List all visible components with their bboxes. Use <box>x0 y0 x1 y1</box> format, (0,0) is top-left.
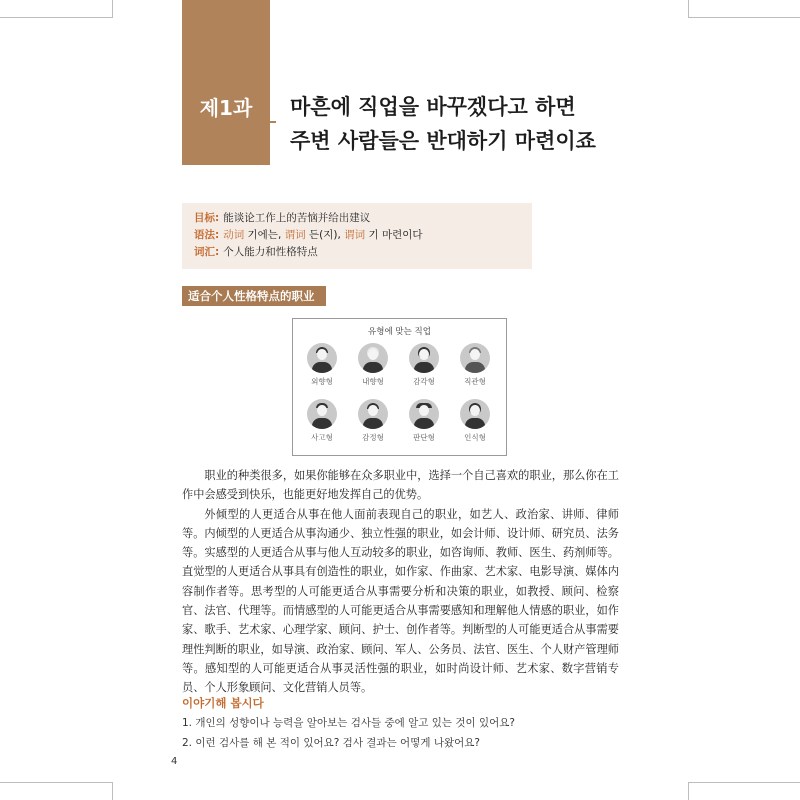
figure-title: 유형에 맞는 직업 <box>368 327 431 337</box>
grammar-tag-predicate: 谓词 <box>284 229 306 241</box>
person-icon <box>460 399 490 429</box>
lesson-label: 제1과 <box>199 96 253 120</box>
vocab-key: 词汇: <box>194 246 220 258</box>
grammar-tag-predicate: 谓词 <box>344 229 366 241</box>
body-paragraph: 外倾型的人更适合从事在他人面前表现自己的职业，如艺人、政治家、讲师、律师等。内倾型的人更适合从事沟通少、独立性强的职业，如会计师、设计师、研究员、法务等。实感型的人更适合从事与他人互动较多的职业，如咨询师、教师、医生、药剂师等。直觉型的人更适合从事具有创造性的职业，如作家、作曲家、艺术家、电影导演、媒体内容制作者等。思考型的人可能更适合从事需要分析和决策的职业，如教授、顾问、检察官、法官、代理等。而情感型的人可能更适合从事需要感知和理解他人情感的职业，如作家、歌手、艺术家、心理学家、顾问、护士、创作者等。判断型的人可能更适合从事需要理性判断的职业，如导演、政治家、顾问、军人、公务员、法官、医生、个人财产管理师等。感知型的人可能更适合从事灵活性强的职业，如时尚设计师、艺术家、数字营销专员、个人形象顾问、文化营销人员等。 <box>182 507 619 695</box>
person-icon <box>307 343 337 373</box>
grammar-pattern: 든(지), <box>305 229 345 241</box>
grammar-pattern: 기에는, <box>244 229 285 241</box>
type-label: 내향형 <box>362 377 384 386</box>
discussion-heading: 이야기해 봅시다 <box>182 696 264 710</box>
personality-figure <box>292 318 507 456</box>
type-extrovert <box>301 343 343 387</box>
type-label: 사고형 <box>311 433 333 442</box>
grammar-key: 语法: <box>194 229 220 241</box>
type-introvert <box>352 343 394 387</box>
type-label: 감각형 <box>413 377 435 386</box>
person-icon <box>409 343 439 373</box>
grammar-tag-verb: 动词 <box>223 229 245 241</box>
type-sensing <box>403 343 445 387</box>
lesson-badge <box>182 0 270 165</box>
type-label: 인식형 <box>464 433 486 442</box>
discussion-question-1: 1. 개인의 성향이나 능력을 알아보는 검사들 중에 알고 있는 것이 있어요? <box>182 717 515 729</box>
lesson-rule <box>270 121 276 123</box>
person-icon <box>358 399 388 429</box>
type-intuition <box>454 343 496 387</box>
type-label: 직관형 <box>464 377 486 386</box>
goal-text: 能谈论工作上的苦恼并给出建议 <box>223 212 371 224</box>
crop-mark <box>112 782 113 800</box>
type-perceiving <box>454 399 496 443</box>
page-number: 4 <box>171 756 178 767</box>
objective-grammar <box>194 227 520 244</box>
objectives-box <box>182 203 532 269</box>
grammar-pattern: 기 마련이다 <box>365 229 423 241</box>
type-thinking <box>301 399 343 443</box>
lesson-title-line2: 주변 사람들은 반대하기 마련이죠 <box>290 129 596 153</box>
type-feeling <box>352 399 394 443</box>
person-icon <box>307 399 337 429</box>
lesson-title <box>290 90 680 158</box>
lesson-title-line1: 마흔에 직업을 바꾸겠다고 하면 <box>290 95 576 119</box>
discussion-question-2: 2. 이런 검사를 해 본 적이 있어요? 검사 결과는 어떻게 나왔어요? <box>182 737 480 749</box>
objective-vocab <box>194 244 520 261</box>
objective-goal <box>194 210 520 227</box>
type-judging <box>403 399 445 443</box>
type-label: 감정형 <box>362 433 384 442</box>
goal-key: 目标: <box>194 212 220 224</box>
person-icon <box>409 399 439 429</box>
type-label: 외향형 <box>311 377 333 386</box>
person-icon <box>358 343 388 373</box>
vocab-text: 个人能力和性格特点 <box>223 246 318 258</box>
crop-mark <box>688 17 800 18</box>
body-text <box>182 466 619 698</box>
person-icon <box>460 343 490 373</box>
crop-mark <box>688 782 800 783</box>
crop-mark <box>688 0 689 18</box>
type-label: 판단형 <box>413 433 435 442</box>
crop-mark <box>0 17 112 18</box>
section-title: 适合个人性格特点的职业 <box>182 286 326 306</box>
crop-mark <box>112 0 113 18</box>
crop-mark <box>0 782 112 783</box>
crop-mark <box>688 782 689 800</box>
body-paragraph: 职业的种类很多，如果你能够在众多职业中，选择一个自己喜欢的职业，那么你在工作中会感受到快乐，也能更好地发挥自己的优势。 <box>182 469 619 502</box>
